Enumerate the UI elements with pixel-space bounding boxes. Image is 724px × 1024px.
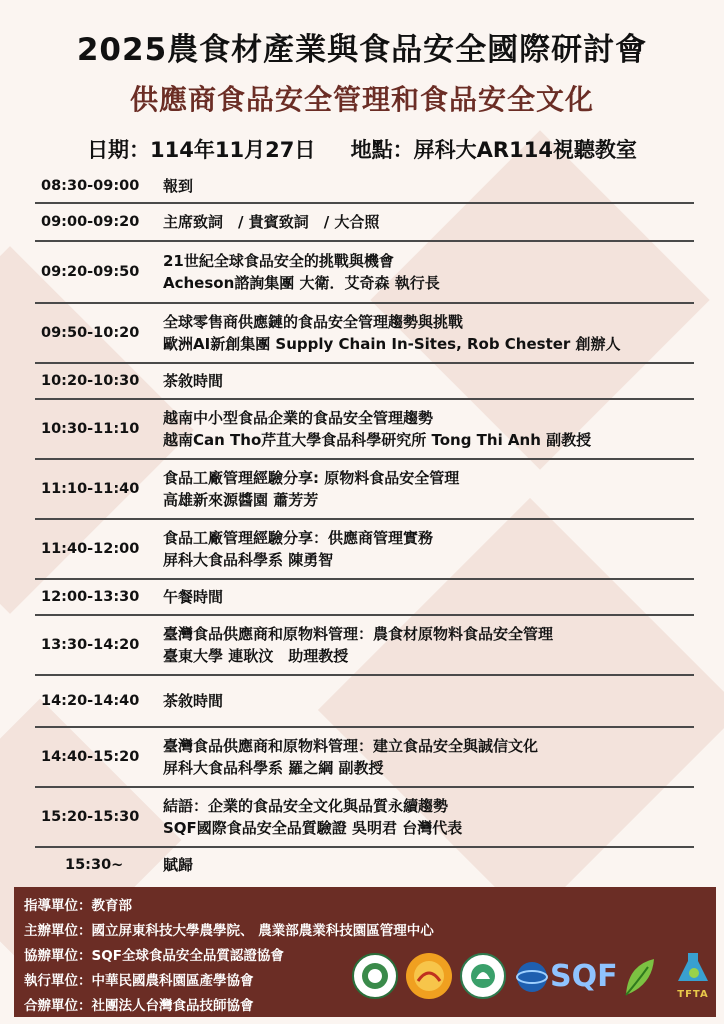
page-title: 2025農食材產業與食品安全國際研討會: [76, 32, 648, 68]
schedule-time: 09:50-10:20: [41, 325, 140, 341]
sqf-logo: [514, 957, 618, 997]
organizers-footer: [14, 887, 716, 1017]
schedule-row: [35, 364, 694, 400]
schedule-line: 臺東大學 連耿汶 助理教授: [163, 647, 349, 665]
schedule-line: 越南Can Tho芹苴大學食品科學研究所 Tong Thi Anh 副教授: [163, 431, 592, 449]
schedule-row: [35, 580, 694, 616]
leaf-logo: [622, 955, 658, 999]
organizer-line: 合辦單位：社團法人台灣食品技師協會: [24, 998, 254, 1014]
date-venue-line: [0, 134, 724, 164]
event-venue: 地點：屏科大AR114視聽教室: [350, 138, 637, 162]
leaf-icon: [622, 955, 658, 999]
schedule-line: 賦歸: [163, 856, 194, 874]
schedule-line: 臺灣食品供應商和原物料管理：建立食品安全與誠信文化: [163, 737, 539, 755]
schedule-desc: [163, 211, 379, 233]
schedule-desc: [163, 690, 223, 712]
seal-icon: [354, 955, 396, 997]
schedule-row: [35, 616, 694, 676]
schedule-row: [35, 788, 694, 848]
schedule-time: 14:20-14:40: [41, 693, 140, 709]
schedule-desc: [163, 623, 553, 667]
logo-strip: [352, 947, 714, 1007]
schedule-line: Acheson諮詢集團 大衛．艾奇森 執行長: [163, 274, 440, 292]
schedule-time: 09:00-09:20: [41, 214, 140, 230]
schedule-desc: [163, 250, 440, 294]
schedule-time: 10:20-10:30: [41, 373, 140, 389]
schedule-line: SQF國際食品安全品質驗證 吳明君 台灣代表: [163, 819, 463, 837]
schedule-line: 21世紀全球食品安全的挑戰與機會: [163, 252, 394, 270]
flask-icon: [672, 951, 714, 985]
schedule-row: [35, 848, 694, 882]
schedule-row: [35, 676, 694, 728]
ministry-of-education-logo: [352, 953, 398, 999]
schedule-line: 歐洲AI新創集團 Supply Chain In-Sites, Rob Chester 創辦人: [163, 335, 621, 353]
schedule-line: 越南中小型食品企業的食品安全管理趨勢: [163, 409, 434, 427]
schedule-row: [35, 400, 694, 460]
schedule-time: 11:40-12:00: [41, 541, 140, 557]
schedule-line: 高雄新來源醬園 蕭芳芳: [163, 491, 319, 509]
organizer-line: 主辦單位：國立屏東科技大學農學院、 農業部農業科技園區管理中心: [24, 923, 434, 939]
schedule-line: 茶敘時間: [163, 372, 224, 390]
tfta-logo: [672, 951, 714, 1003]
schedule-desc: [163, 586, 223, 608]
schedule-desc: [163, 467, 459, 511]
schedule-time: 08:30-09:00: [41, 178, 140, 194]
schedule-line: 茶敘時間: [163, 692, 224, 710]
schedule-row: [35, 304, 694, 364]
schedule-desc: [163, 175, 193, 197]
schedule-time: 15:30~: [65, 857, 124, 873]
sqf-logo-text: SQF: [550, 959, 618, 994]
schedule-desc: [163, 795, 462, 839]
leaf-emblem-icon: [462, 955, 504, 997]
schedule-line: 主席致詞 / 貴賓致詞 / 大合照: [163, 213, 380, 231]
schedule-row: [35, 728, 694, 788]
schedule-time: 14:40-15:20: [41, 749, 140, 765]
schedule-time: 10:30-11:10: [41, 421, 140, 437]
schedule-desc: [163, 527, 433, 571]
schedule-line: 食品工廠管理經驗分享：供應商管理實務: [163, 529, 434, 547]
schedule-line: 屏科大食品科學系 陳勇智: [163, 551, 334, 569]
schedule-line: 結語：企業的食品安全文化與品質永續趨勢: [163, 797, 449, 815]
schedule-desc: [163, 735, 538, 779]
schedule-time: 15:20-15:30: [41, 809, 140, 825]
schedule-row: [35, 242, 694, 304]
schedule-line: 全球零售商供應鏈的食品安全管理趨勢與挑戰: [163, 313, 464, 331]
schedule-time: 12:00-13:30: [41, 589, 140, 605]
schedule-line: 食品工廠管理經驗分享: 原物料食品安全管理: [163, 469, 460, 487]
schedule-row: [35, 204, 694, 242]
agriculture-college-logo: [406, 953, 452, 999]
organizer-line: 指導單位：教育部: [24, 898, 132, 914]
event-date: 日期：114年11月27日: [87, 138, 316, 162]
schedule-time: 13:30-14:20: [41, 637, 140, 653]
organizer-line: 執行單位：中華民國農科園區產學協會: [24, 973, 254, 989]
schedule-row: [35, 170, 694, 204]
schedule-desc: [163, 854, 193, 876]
schedule-time: 09:20-09:50: [41, 264, 140, 280]
organizer-line: 協辦單位：SQF全球食品安全品質認證協會: [24, 948, 284, 964]
page-subtitle: 供應商食品安全管理和食品安全文化: [129, 83, 594, 116]
schedule-desc: [163, 370, 223, 392]
schedule-time: 11:10-11:40: [41, 481, 140, 497]
schedule-desc: [163, 311, 621, 355]
schedule-line: 報到: [163, 177, 194, 195]
schedule-row: [35, 520, 694, 580]
agri-park-logo: [460, 953, 506, 999]
tfta-logo-text: TFTA: [677, 989, 709, 1000]
schedule-row: [35, 460, 694, 520]
emblem-icon: [406, 953, 452, 999]
schedule-desc: [163, 407, 591, 451]
schedule-line: 午餐時間: [163, 588, 224, 606]
schedule-line: 屏科大食品科學系 羅之綱 副教授: [163, 759, 384, 777]
schedule-line: 臺灣食品供應商和原物料管理：農食材原物料食品安全管理: [163, 625, 554, 643]
schedule-table: [35, 170, 694, 882]
